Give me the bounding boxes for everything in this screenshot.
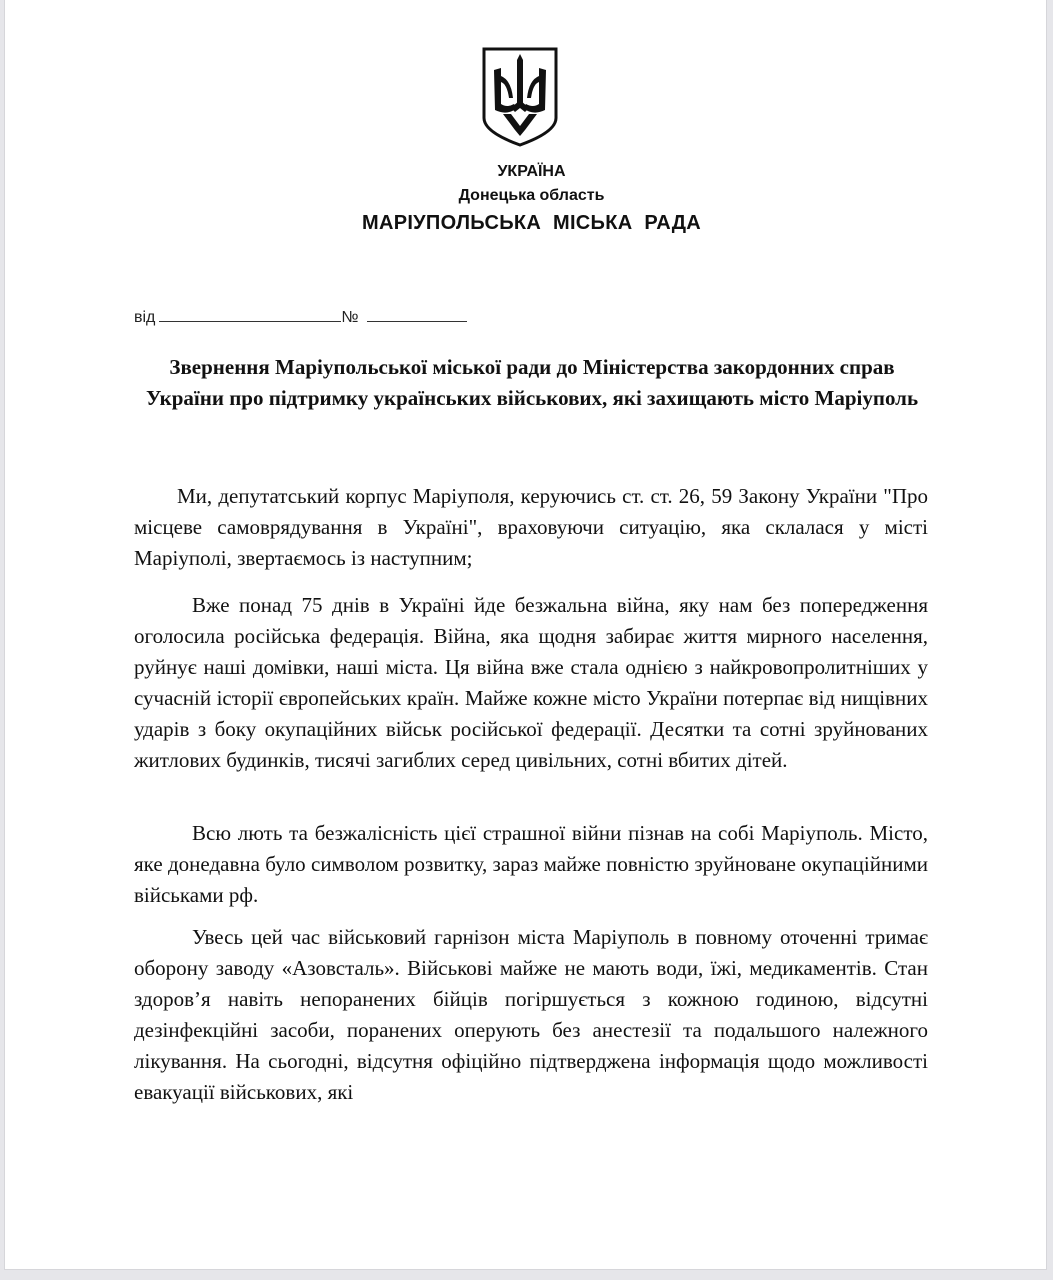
trident-coat-of-arms-icon <box>481 46 559 148</box>
document-title: Звернення Маріупольської міської ради до Міністерства закордонних справ України про підтримку українських військових, які захищають місто Маріуполь <box>145 355 919 410</box>
paragraph-war: Вже понад 75 днів в Україні йде безжальна війна, яку нам без попередження оголосила російська федерація. Війна, яка щодня забирає життя мирного населення, руйнує наші домівки, наші міста. Ця війна вже стала однією з найкровопролитніших у сучасній історії європейських країн. Майже кожне місто України потерпає від нищівних ударів з боку окупаційних військ російської федерації. Десятки та сотні зруйнованих житлових будинків, тисячі загиблих серед цивільних, сотні вбитих дітей. <box>134 593 928 772</box>
paragraph-azovstal: Увесь цей час військовий гарнізон міста Маріуполь в повному оточенні тримає оборону заводу «Азовсталь». Військові майже не мають води, їжі, медикаментів. Стан здоров’я навіть непоранених бійців погіршується з кожною годиною, відсутні дезінфекційні засоби, поранених оперують без анестезії та подальшого належного лікування. На сьогодні, відсутня офіційно підтверджена інформація щодо можливості евакуації військових, які <box>134 925 928 1104</box>
document-page <box>4 0 1047 1270</box>
country-heading: УКРАЇНА <box>497 163 566 180</box>
number-blank-field <box>367 303 467 322</box>
paragraph-intro: Ми, депутатський корпус Маріуполя, керуючись ст. ст. 26, 59 Закону України "Про місцеве самоврядування в Україні", враховуючи ситуацію, яка склалася у місті Маріуполі, звертаємось із наступним; <box>134 484 928 570</box>
date-blank-field <box>159 303 341 322</box>
date-label: від <box>134 309 156 326</box>
region-heading: Донецька область <box>458 187 605 204</box>
registration-line <box>134 303 467 327</box>
council-heading: МАРІУПОЛЬСЬКА МІСЬКА РАДА <box>361 212 701 234</box>
number-label: № <box>341 309 359 326</box>
paragraph-mariupol: Всю лють та безжалісність цієї страшної війни пізнав на собі Маріуполь. Місто, яке донедавна було символом розвитку, зараз майже повністю зруйноване окупаційними військами рф. <box>134 821 928 907</box>
